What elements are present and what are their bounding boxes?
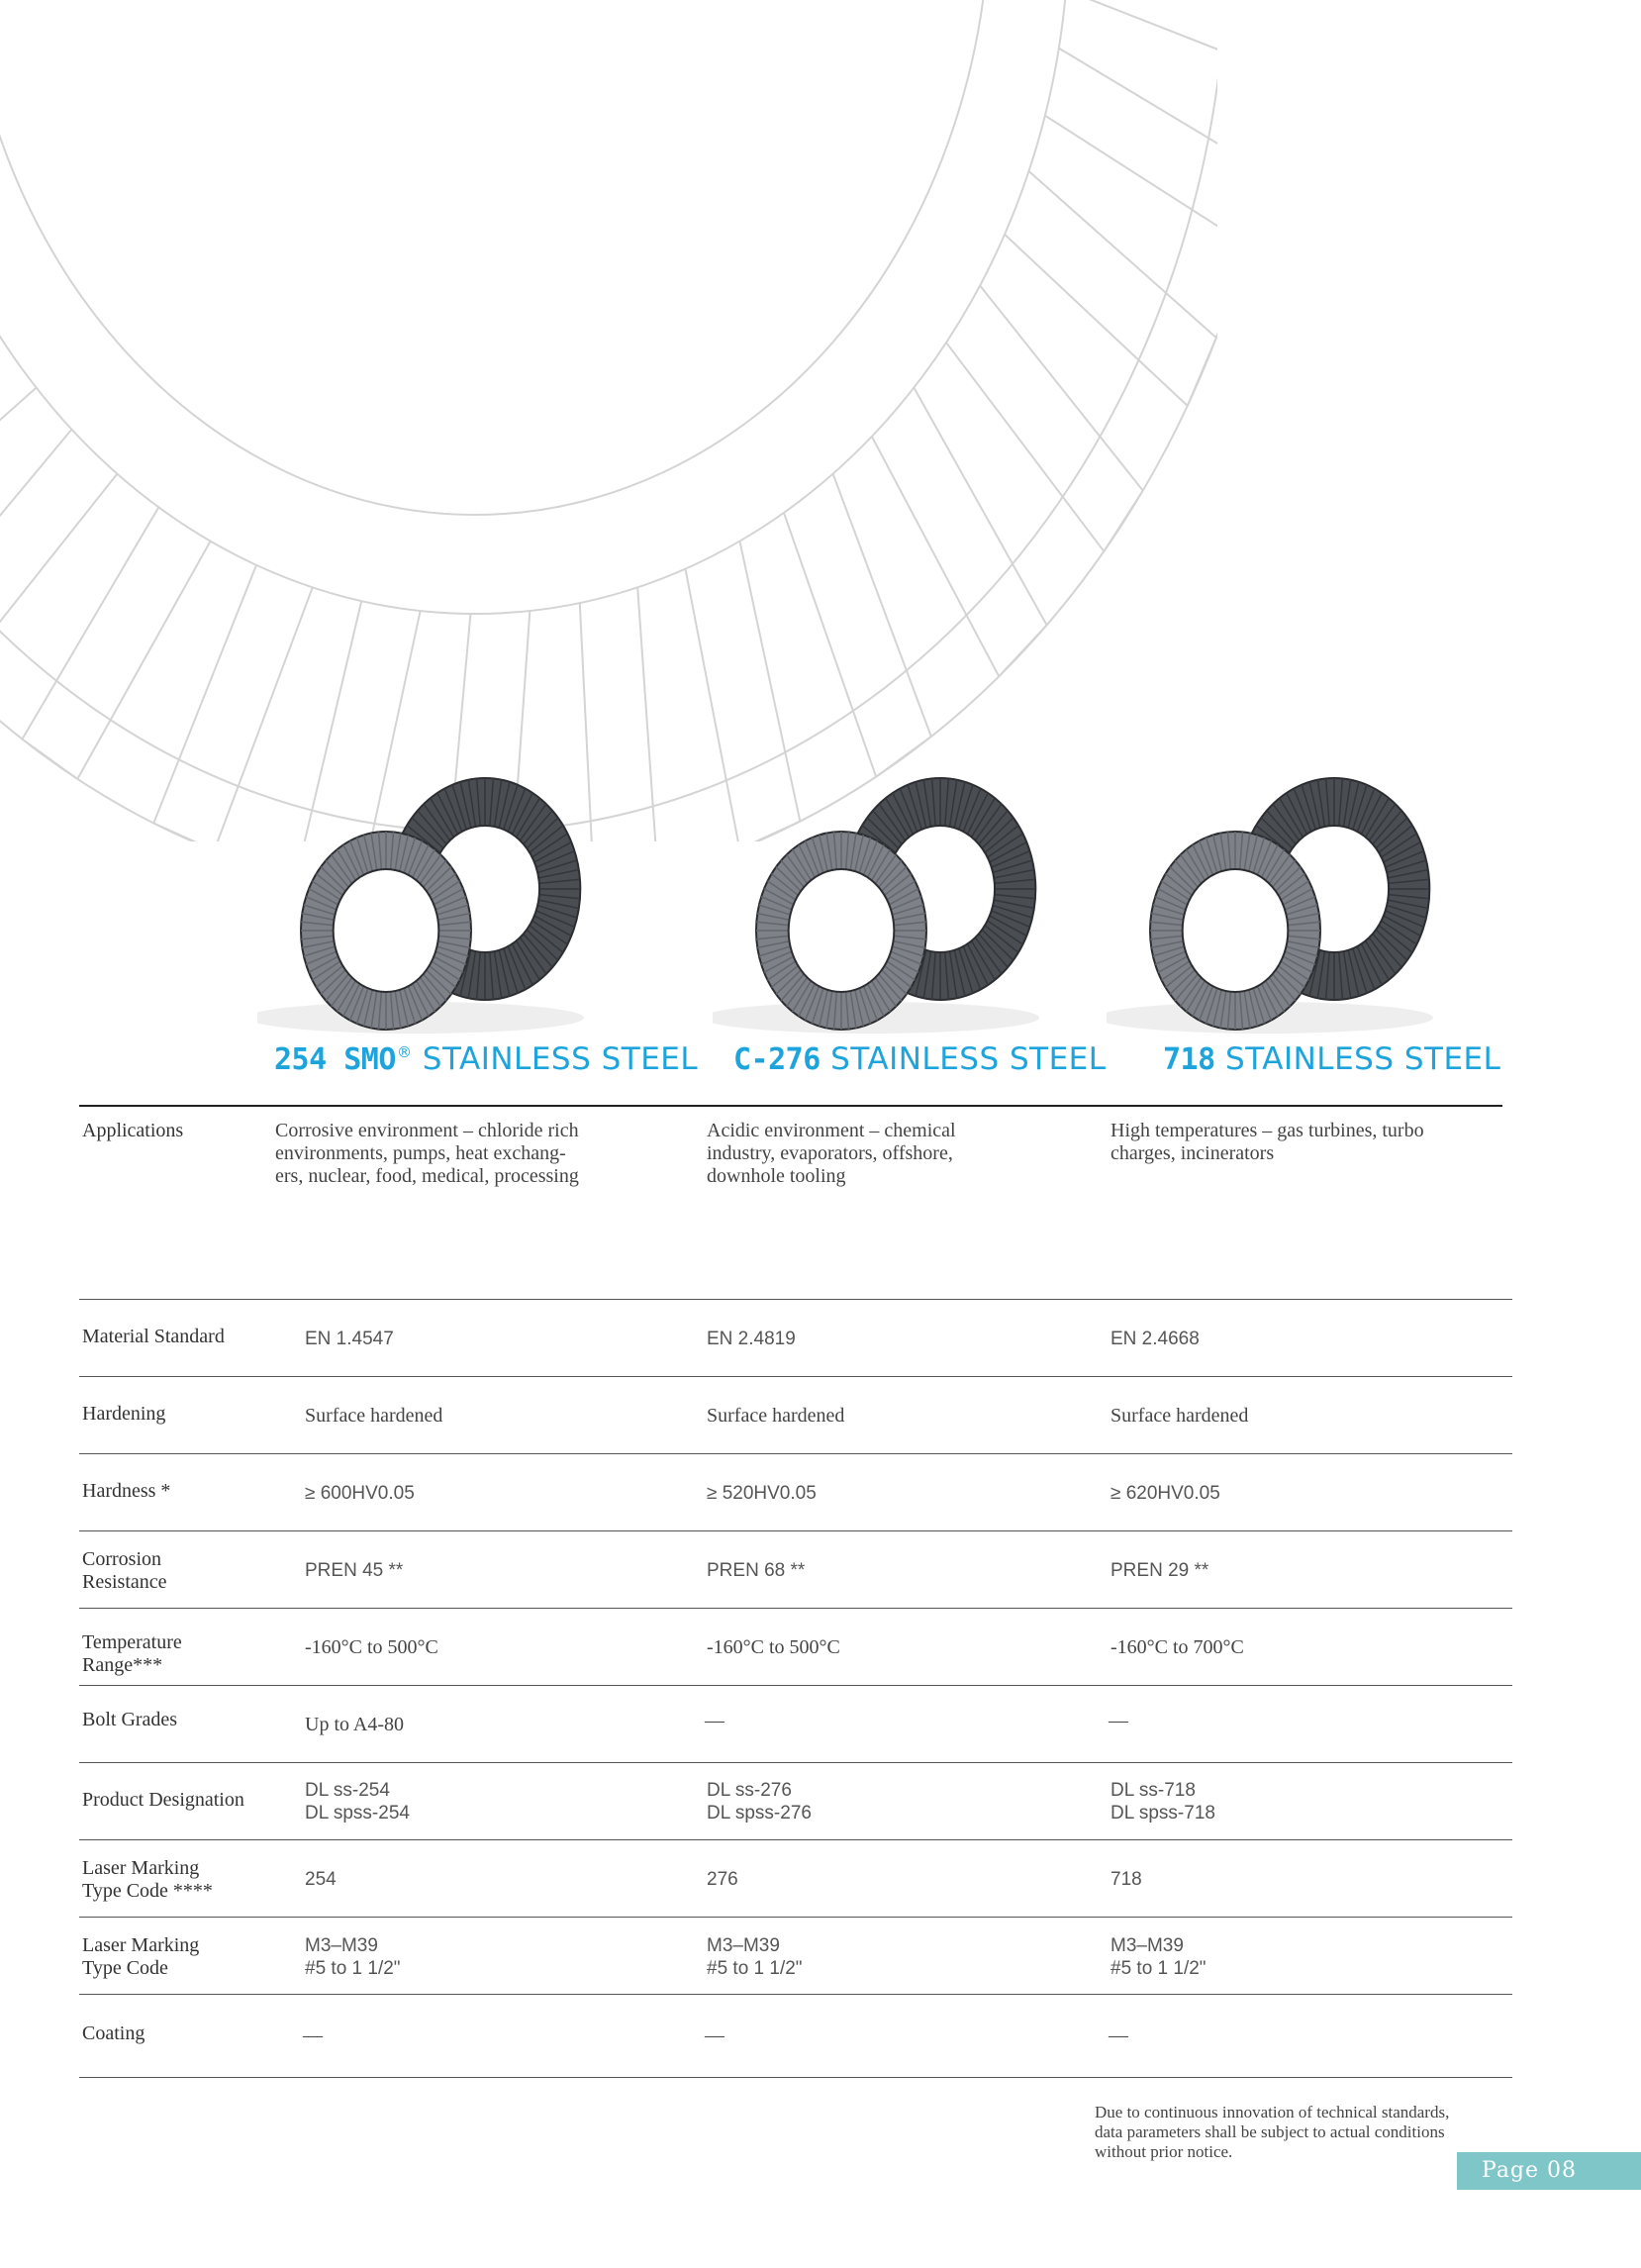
product-title-718: [1163, 1041, 1500, 1077]
cell-hardness-718: ≥ 620HV0.05: [1110, 1483, 1220, 1504]
cell-laser-sizes-254: M3–M39 #5 to 1 1/2": [305, 1935, 401, 1979]
page-number: Page 08: [1482, 2158, 1578, 2183]
cell-applications-718: High temperatures – gas turbines, turbo charges, incinerators: [1110, 1120, 1424, 1164]
row-label-material-standard: Material Standard: [82, 1326, 225, 1347]
cell-coating-c276: —: [705, 2024, 724, 2046]
row-divider: [79, 1530, 1512, 1531]
product-code: C-276: [733, 1042, 820, 1077]
cell-laser-sizes-718: M3–M39 #5 to 1 1/2": [1110, 1935, 1207, 1979]
row-label-coating: Coating: [82, 2022, 145, 2044]
washer-image-718: [1107, 772, 1463, 1069]
cell-temperature-718: -160°C to 700°C: [1110, 1636, 1244, 1658]
product-code: 718: [1163, 1042, 1215, 1077]
row-divider: [79, 2077, 1512, 2078]
cell-hardness-254: ≥ 600HV0.05: [305, 1483, 415, 1504]
page-number-badge: [1457, 2152, 1641, 2190]
registered-mark: ®: [396, 1043, 413, 1061]
row-label-laser-marking-code: Laser Marking Type Code ****: [82, 1857, 213, 1902]
row-divider: [79, 1917, 1512, 1918]
row-label-hardness: Hardness *: [82, 1480, 171, 1502]
cell-hardening-718: Surface hardened: [1110, 1405, 1249, 1427]
cell-bolt-c276: —: [705, 1710, 724, 1731]
row-label-corrosion-resistance: Corrosion Resistance: [82, 1548, 167, 1593]
cell-corrosion-718: PREN 29 **: [1110, 1560, 1209, 1581]
row-divider: [79, 1762, 1512, 1763]
product-material: STAINLESS STEEL: [422, 1041, 699, 1077]
washer-render: [713, 772, 1069, 1069]
cell-temperature-c276: -160°C to 500°C: [707, 1636, 840, 1658]
header-divider: [79, 1105, 1502, 1107]
product-title-c276: [733, 1041, 1107, 1077]
cell-corrosion-254: PREN 45 **: [305, 1560, 404, 1581]
row-divider: [79, 1453, 1512, 1454]
row-label-bolt-grades: Bolt Grades: [82, 1709, 178, 1730]
washer-image-254: [257, 772, 614, 1069]
cell-material-c276: EN 2.4819: [707, 1329, 796, 1349]
cell-hardness-c276: ≥ 520HV0.05: [707, 1483, 817, 1504]
cell-laser-code-254: 254: [305, 1869, 337, 1890]
product-title-254: [274, 1041, 698, 1077]
product-material: STAINLESS STEEL: [1225, 1041, 1501, 1077]
cell-material-718: EN 2.4668: [1110, 1329, 1200, 1349]
row-divider: [79, 1994, 1512, 1995]
cell-designation-c276: DL ss-276 DL spss-276: [707, 1780, 812, 1824]
cell-applications-c276: Acidic environment – chemical industry, evaporators, offshore, downhole tooling: [707, 1120, 956, 1187]
cell-laser-sizes-c276: M3–M39 #5 to 1 1/2": [707, 1935, 803, 1979]
washer-render: [1107, 772, 1463, 1069]
cell-coating-254: —: [303, 2024, 323, 2046]
washer-render: [257, 772, 614, 1069]
row-divider: [79, 1299, 1512, 1300]
cell-bolt-718: —: [1109, 1710, 1128, 1731]
washer-image-c276: [713, 772, 1069, 1069]
cell-temperature-254: -160°C to 500°C: [305, 1636, 438, 1658]
row-divider: [79, 1839, 1512, 1840]
cell-hardening-c276: Surface hardened: [707, 1405, 845, 1427]
row-divider: [79, 1608, 1512, 1609]
row-divider: [79, 1376, 1512, 1377]
row-label-applications: Applications: [82, 1120, 184, 1141]
row-label-hardening: Hardening: [82, 1403, 166, 1425]
cell-laser-code-c276: 276: [707, 1869, 738, 1890]
row-label-product-designation: Product Designation: [82, 1789, 244, 1811]
row-label-temperature-range: Temperature Range***: [82, 1631, 182, 1676]
cell-bolt-254: Up to A4-80: [305, 1714, 404, 1735]
cell-corrosion-c276: PREN 68 **: [707, 1560, 806, 1581]
product-code: 254 SMO: [274, 1042, 396, 1077]
cell-applications-254: Corrosive environment – chloride rich environments, pumps, heat exchang- ers, nuclear, food, medical, processing: [275, 1120, 579, 1187]
row-label-laser-marking-sizes: Laser Marking Type Code: [82, 1934, 200, 1979]
row-divider: [79, 1685, 1512, 1686]
cell-laser-code-718: 718: [1110, 1869, 1142, 1890]
cell-hardening-254: Surface hardened: [305, 1405, 443, 1427]
background-washer-illustration: [0, 0, 1217, 841]
product-material: STAINLESS STEEL: [830, 1041, 1107, 1077]
cell-designation-254: DL ss-254 DL spss-254: [305, 1780, 410, 1824]
cell-designation-718: DL ss-718 DL spss-718: [1110, 1780, 1215, 1824]
cell-coating-718: —: [1109, 2024, 1128, 2046]
cell-material-254: EN 1.4547: [305, 1329, 394, 1349]
disclaimer-footnote: Due to continuous innovation of technical standards, data parameters shall be subject to actual conditions without prior notice.: [1095, 2103, 1450, 2161]
